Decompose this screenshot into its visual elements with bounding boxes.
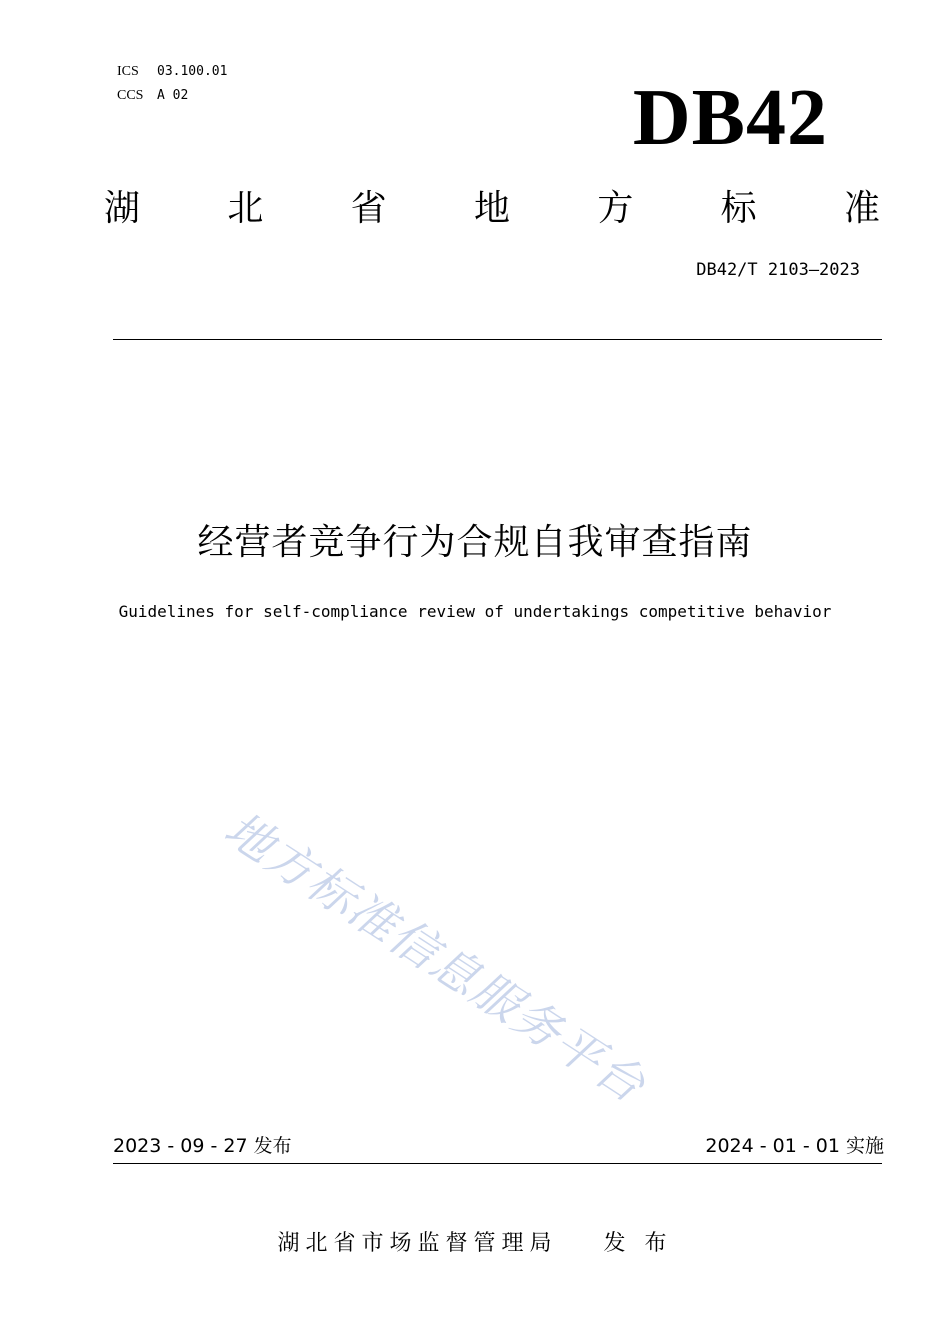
divider-top (113, 339, 882, 340)
watermark: 地方标准信息服务平台 (214, 801, 656, 1115)
ics-label: ICS (117, 64, 139, 79)
standard-type-heading (104, 184, 880, 234)
ccs-line (110, 72, 188, 104)
db42-logo: DB42 (632, 74, 828, 162)
standard-number: DB42/T 2103—2023 (696, 260, 860, 280)
ccs-code: A 02 (157, 88, 189, 103)
issue-date: 2023 - 09 - 27 发布 (113, 1135, 292, 1157)
ics-code: 03.100.01 (157, 64, 228, 79)
issuer-line (0, 1226, 950, 1257)
standard-type-char: 标 (720, 188, 757, 229)
ccs-label: CCS (117, 88, 144, 103)
standard-type-char: 准 (843, 188, 880, 229)
issuer-action: 发 布 (603, 1231, 673, 1256)
issuer-name: 湖北省市场监督管理局 (277, 1231, 558, 1256)
standard-type-char: 省 (350, 188, 387, 229)
divider-bottom (113, 1163, 882, 1164)
implementation-date: 2024 - 01 - 01 实施 (705, 1135, 884, 1157)
title-english: Guidelines for self-compliance review of undertakings competitive behavior (118, 602, 832, 621)
standard-type-char: 北 (227, 188, 264, 229)
standard-type-char: 地 (473, 188, 510, 229)
title-chinese: 经营者竞争行为合规自我审查指南 (197, 522, 753, 563)
standard-type-char: 湖 (104, 188, 141, 229)
standard-type-char: 方 (597, 188, 634, 229)
